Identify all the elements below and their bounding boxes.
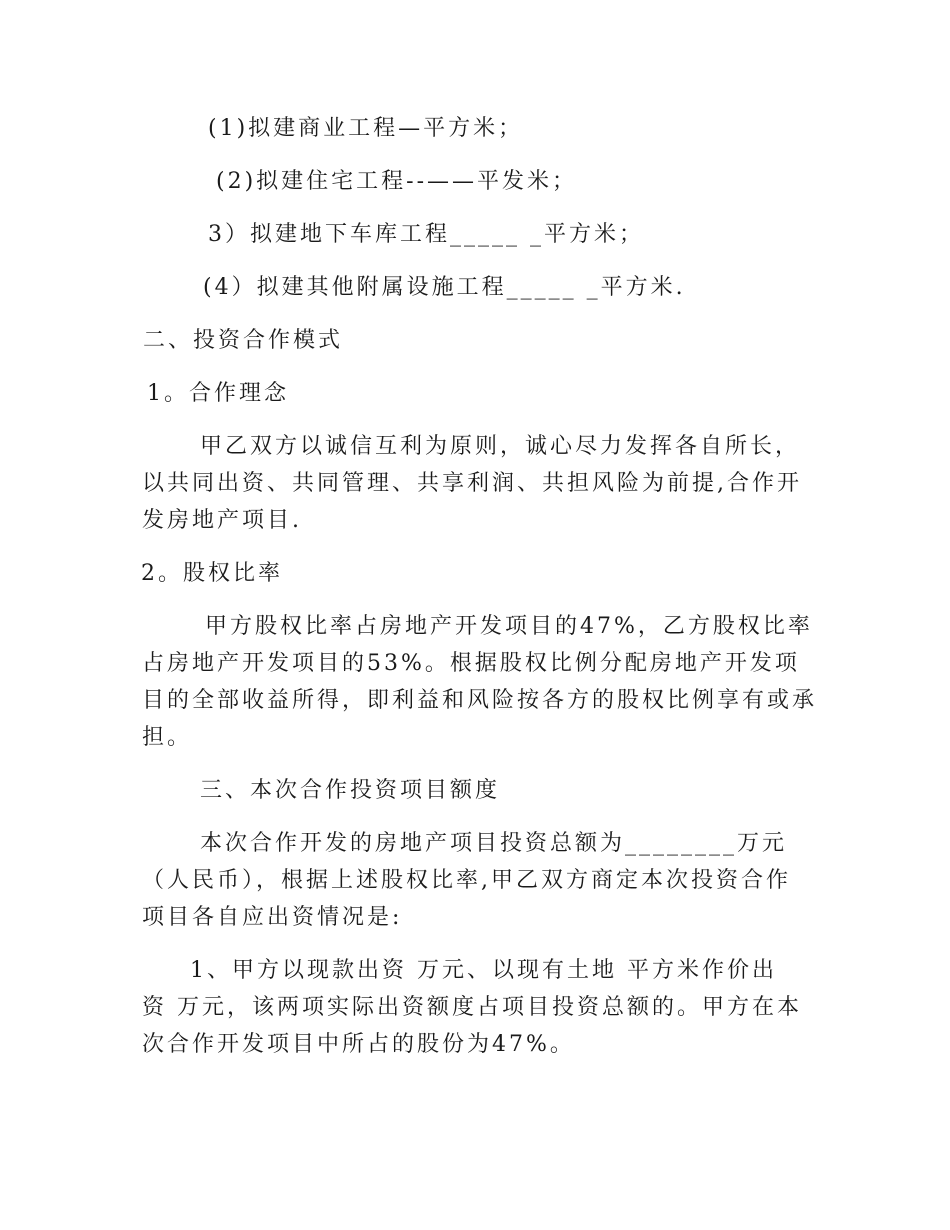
section-heading-3: 三、本次合作投资项目额度	[200, 778, 501, 803]
paragraph-equity-line-4: 担。	[142, 725, 193, 750]
item-residential-area: (2)拟建住宅工程--——平发米；	[216, 169, 578, 194]
paragraph-investment-line-3: 项目各自应出资情况是:	[142, 905, 403, 930]
subheading-cooperation-concept: 1。合作理念	[147, 381, 289, 406]
subheading-equity-ratio: 2。股权比率	[141, 561, 283, 586]
item-garage-area: 3）拟建地下车库工程_____ _平方米；	[208, 222, 644, 247]
paragraph-equity-line-2: 占房地产开发项目的53%。根据股权比例分配房地产开发项	[142, 651, 800, 676]
section-heading-2: 二、投资合作模式	[143, 328, 344, 353]
paragraph-investment-line-2: （人民币），根据上述股权比率,甲乙双方商定本次投资合作	[142, 868, 791, 893]
paragraph-party-a-line-3: 次合作开发项目中所占的股份为47%。	[142, 1032, 575, 1057]
paragraph-concept-line-1: 甲乙双方以诚信互利为原则，诚心尽力发挥各自所长，	[200, 434, 801, 459]
paragraph-equity-line-1: 甲方股权比率占房地产开发项目的47%，乙方股权比率	[205, 614, 813, 639]
item-facilities-area: (4）拟建其他附属设施工程_____ _平方米.	[203, 275, 686, 300]
paragraph-concept-line-3: 发房地产项目.	[142, 508, 302, 533]
paragraph-investment-line-1: 本次合作开发的房地产项目投资总额为________万元	[200, 831, 788, 856]
paragraph-party-a-line-1: 1、甲方以现款出资 万元、以现有土地 平方米作价出	[190, 958, 777, 983]
paragraph-party-a-line-2: 资 万元，该两项实际出资额度占项目投资总额的。甲方在本	[142, 995, 802, 1020]
item-commercial-area: (1)拟建商业工程—平方米；	[208, 116, 524, 141]
paragraph-concept-line-2: 以共同出资、共同管理、共享利润、共担风险为前提,合作开	[142, 471, 802, 496]
paragraph-equity-line-3: 目的全部收益所得，即利益和风险按各方的股权比例享有或承	[142, 688, 818, 713]
